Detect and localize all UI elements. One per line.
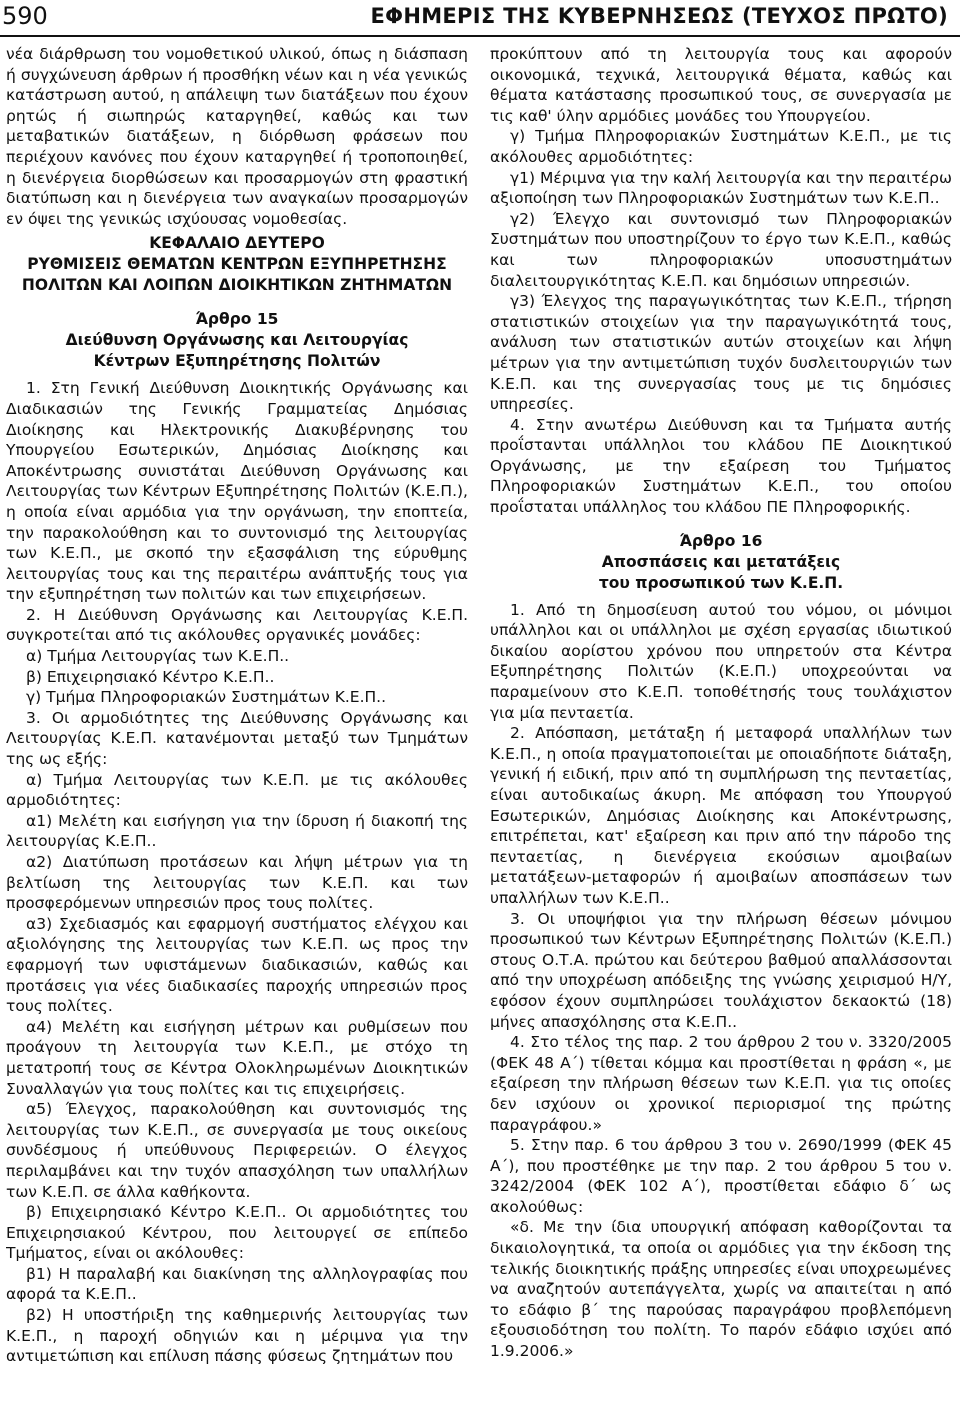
paragraph: 3. Οι αρμοδιότητες της Διεύθυνσης Οργάνωσης και Λειτουργίας Κ.Ε.Π. κατανέμονται μεταξύ των Τμημάτων της ως εξής: <box>6 708 468 769</box>
article-title: Διεύθυνση Οργάνωσης και Λειτουργίας <box>65 331 409 350</box>
list-item: β2) Η υποστήριξη της καθημερινής λειτουργίας των Κ.Ε.Π., η παροχή οδηγιών και η μέριμνα για την αντιμετώπιση και επίλυση πάσης φύσεως ζητημάτων που <box>6 1306 468 1366</box>
list-item: γ2) Έλεγχο και συντονισμό των Πληροφοριακών Συστημάτων που υποστηρίζουν το έργο των Κ.Ε.Π., καθώς και των πληροφοριακών υποσυστημάτων διαλειτουργικότητας Κ.Ε.Π. και δημόσιων υπηρεσιών. <box>490 209 952 290</box>
list-item: β) Επιχειρησιακό Κέντρο Κ.Ε.Π.. Οι αρμοδιότητες του Επιχειρησιακού Κέντρου, που λειτουργεί σε επίπεδο Τμήματος, είναι οι ακόλουθες: <box>6 1203 468 1263</box>
paragraph: 1. Στη Γενική Διεύθυνση Διοικητικής Οργάνωσης και Διαδικασιών της Γενικής Γραμματείας Δημόσιας Διοίκησης και Ηλεκτρονικής Διακυβέρνησης του Υπουργείου Εσωτερικών, Δημόσιας Διοίκησης και Αποκέντρωσης συνιστάται Διεύθυνση Οργάνωσης και Λειτουργίας των Κέντρων Εξυπηρέτησης Πολιτών (Κ.Ε.Π.), η οποία είναι αρμόδια για την οργάνωση, την εποπτεία, την παρακολούθηση και το συντονισμό της λειτουργίας των Κ.Ε.Π., με σκοπό την εξασφάλιση της εύρυθμης λειτουργίας τους και της περαιτέρω ανάπτυξής τους για την εξυπηρέτηση των πολιτών και των επιχειρήσεων. <box>6 379 468 604</box>
paragraph: 4. Στο τέλος της παρ. 2 του άρθρου 2 του ν. 3320/2005 (ΦΕΚ 48 Α΄) τίθεται κόμμα και προστίθεται η φράση «, με εξαίρεση την πλήρωση θέσεων των Κ.Ε.Π. για τις οποίες δεν ισχύουν οι χρονικοί περιορισμοί της πρώτης παραγράφου.» <box>490 1033 952 1134</box>
quoted-paragraph: «δ. Με την ίδια υπουργική απόφαση καθορίζονται τα δικαιολογητικά, τα οποία οι αρμόδιες για την έκδοση της τελικής διοικητικής πράξης υπηρεσίες είναι υποχρεωμένες να αναζητούν αυτεπάγγελτα, χωρίς να απαιτείται η από το εδάφιο β΄ της παρούσας παραγράφου προβλεπόμενη εξουσιοδότηση του πολίτη. Το παρόν εδάφιο ισχύει από 1.9.2006.» <box>490 1218 952 1361</box>
article-heading: Άρθρο 16 <box>679 531 763 550</box>
list-item: β1) Η παραλαβή και διακίνηση της αλληλογραφίας που αφορά τα Κ.Ε.Π.. <box>6 1264 468 1304</box>
intro-paragraph: νέα διάρθρωση του νομοθετικού υλικού, όπως η διάσπαση ή συγχώνευση άρθρων ή προσθήκη νέων και η νέα γενικώς κατάστρωση αυτού, η απάλειψη των διατάξεων που έχουν ρητώς ή σιωπηρώς καταργηθεί, καθώς και των μεταβατικών διατάξεων, η διόρθωση φράσεων που περιέχουν κανόνες που έχουν καταργηθεί ή τροποποιηθεί, η διενέργεια διορθώσεων και προσαρμογών στη φραστική διατύπωση και η διενέργεια των αναγκαίων προσαρμογών εν όψει της γενικώς ισχύουσας νομοθεσίας. <box>6 45 468 228</box>
paragraph: 2. Απόσπαση, μετάταξη ή μεταφορά υπαλλήλων των Κ.Ε.Π., η οποία πραγματοποιείται με οποιαδήποτε διάταξη, γενική ή ειδική, πριν από τη συμπλήρωση της πενταετίας, είναι αυτοδικαίως άκυρη. Με απόφαση του Υπουργού Εσωτερικών, Δημόσιας Διοίκησης και Αποκέντρωσης, επιτρέπεται, κατ' εξαίρεση και πριν από την πάροδο της πενταετίας, η διενέργεια εκούσιων αμοιβαίων μετατάξεων-μεταφορών ή αμοιβαίων αποσπάσεων των υπαλλήλων των Κ.Ε.Π.. <box>490 724 952 907</box>
paragraph: 2. Η Διεύθυνση Οργάνωσης και Λειτουργίας Κ.Ε.Π. συγκροτείται από τις ακόλουθες οργανικές μονάδες: <box>6 605 468 645</box>
chapter-heading <box>6 233 468 296</box>
page-header <box>0 0 960 38</box>
list-item: α4) Μελέτη και εισήγηση μέτρων και ρυθμίσεων που προάγουν τη λειτουργία των Κ.Ε.Π., με στόχο τη μετατροπή τους σε Κέντρα Ολοκληρωμένων Διοικητικών Συναλλαγών για τους πολίτες και τις επιχειρήσεις. <box>6 1017 468 1098</box>
paragraph: 4. Στην ανωτέρω Διεύθυνση και τα Τμήματα αυτής προΐστανται υπάλληλοι του κλάδου ΠΕ Διοικητικού Οργάνωσης, με την εξαίρεση του Τμήματος Πληροφοριακών Συστημάτων Κ.Ε.Π., του οποίου προΐσταται υπάλληλος του κλάδου ΠΕ Πληροφορικής. <box>490 415 952 517</box>
list-item: α) Τμήμα Λειτουργίας των Κ.Ε.Π. με τις ακόλουθες αρμοδιότητες: <box>6 770 468 810</box>
list-item: α3) Σχεδιασμός και εφαρμογή συστήματος ελέγχου και αξιολόγησης της λειτουργίας των Κ.Ε.Π. ως προς την εφαρμογή των υφιστάμενων διαδικασιών, καθώς και προτάσεις για νέες διαδικασίες παροχής υπηρεσιών προς τους πολίτες. <box>6 914 468 1016</box>
article-title: του προσωπικού των Κ.Ε.Π. <box>598 573 844 592</box>
list-item: γ) Τμήμα Πληροφοριακών Συστημάτων Κ.Ε.Π.. <box>26 688 387 707</box>
chapter-title-line: ΠΟΛΙΤΩΝ ΚΑΙ ΛΟΙΠΩΝ ΔΙΟΙΚΗΤΙΚΩΝ ΖΗΤΗΜΑΤΩΝ <box>21 276 453 295</box>
list-item: γ3) Έλεγχος της παραγωγικότητας των Κ.Ε.Π., τήρηση στατιστικών στοιχείων για την παραγωγικότητά τους, ανάλυση των στατιστικών αυτών στοιχείων και λήψη μέτρων για την αντιμετώπιση τυχόν δυσλειτουργιών των Κ.Ε.Π. και της συνεργασίας τους με τις δημόσιες υπηρεσίες. <box>490 292 952 414</box>
left-column <box>6 44 468 1424</box>
paragraph-continuation: προκύπτουν από τη λειτουργία τους και αφορούν οικονομικά, τεχνικά, λειτουργικά θέματα, καθώς και θέματα κατάστασης προσωπικού τους, σε συνεργασία με τις καθ' ύλην αρμόδιες μονάδες του Υπουργείου. <box>490 45 952 125</box>
list-item: α1) Μελέτη και εισήγηση για την ίδρυση ή διακοπή της λειτουργίας Κ.Ε.Π.. <box>6 811 468 851</box>
page-number: 590 <box>2 2 48 30</box>
chapter-title-line: ΚΕΦΑΛΑΙΟ ΔΕΥΤΕΡΟ <box>149 234 325 253</box>
list-item: α5) Έλεγχος, παρακολούθηση και συντονισμός της λειτουργίας των Κ.Ε.Π., σε συνεργασία με τους οικείους συνδέσμους ή υπεύθυνους Περιφερειών. Ο έλεγχος περιλαμβάνει και την τυχόν απασχόληση των υπαλλήλων των Κ.Ε.Π. σε άλλα καθήκοντα. <box>6 1100 468 1201</box>
right-column <box>490 44 952 1424</box>
article-title: Κέντρων Εξυπηρέτησης Πολιτών <box>93 352 381 371</box>
list-item: γ) Τμήμα Πληροφοριακών Συστημάτων Κ.Ε.Π., με τις ακόλουθες αρμοδιότητες: <box>490 127 952 166</box>
list-item: β) Επιχειρησιακό Κέντρο Κ.Ε.Π.. <box>26 667 275 686</box>
list-item: γ1) Μέριμνα για την καλή λειτουργία και την περαιτέρω αξιοποίηση των Πληροφοριακών Συστημάτων των Κ.Ε.Π.. <box>490 168 952 208</box>
list-item: α2) Διατύπωση προτάσεων και λήψη μέτρων για τη βελτίωση της λειτουργίας των Κ.Ε.Π. και των προσφερόμενων υπηρεσιών προς τους πολίτες. <box>6 853 468 913</box>
list-item: α) Τμήμα Λειτουργίας των Κ.Ε.Π.. <box>26 647 290 666</box>
paragraph: 3. Οι υποψήφιοι για την πλήρωση θέσεων μόνιμου προσωπικού των Κέντρων Εξυπηρέτησης Πολιτών (Κ.Ε.Π.) στους Ο.Τ.Α. πρώτου και δεύτερου βαθμού απαλλάσσονται από την υποχρέωση απόδειξης της γνώσης χειρισμού Η/Υ, εφόσον έχουν συμπληρώσει τουλάχιστον δεκαοκτώ (18) μήνες απασχόλησης στα Κ.Ε.Π.. <box>490 909 952 1031</box>
article-heading: Άρθρο 15 <box>195 310 279 329</box>
gazette-title: ΕΦΗΜΕΡΙΣ ΤΗΣ ΚΥΒΕΡΝΗΣΕΩΣ (ΤΕΥΧΟΣ ΠΡΩΤΟ) <box>370 4 948 28</box>
paragraph: 1. Από τη δημοσίευση αυτού του νόμου, οι μόνιμοι υπάλληλοι και οι υπάλληλοι με σχέση εργασίας ιδιωτικού δικαίου αορίστου χρόνου που υπηρετούν στα Κέντρα Εξυπηρέτησης Πολιτών (Κ.Ε.Π.) υποχρεούνται να παραμείνουν στο Κ.Ε.Π. τοποθέτησής τους τουλάχιστον για μία πενταετία. <box>490 600 952 722</box>
chapter-title-line: ΡΥΘΜΙΣΕΙΣ ΘΕΜΑΤΩΝ ΚΕΝΤΡΩΝ ΕΞΥΠΗΡΕΤΗΣΗΣ <box>27 255 447 274</box>
paragraph: 5. Στην παρ. 6 του άρθρου 3 του ν. 2690/1999 (ΦΕΚ 45 Α΄), που προστέθηκε με την παρ. 2 του άρθρου 5 του ν. 3242/2004 (ΦΕΚ 102 Α΄), προστίθεται εδάφιο δ΄ ως ακολούθως: <box>490 1136 952 1216</box>
article-title: Αποσπάσεις και μετατάξεις <box>601 552 841 571</box>
header-rule <box>0 35 960 37</box>
